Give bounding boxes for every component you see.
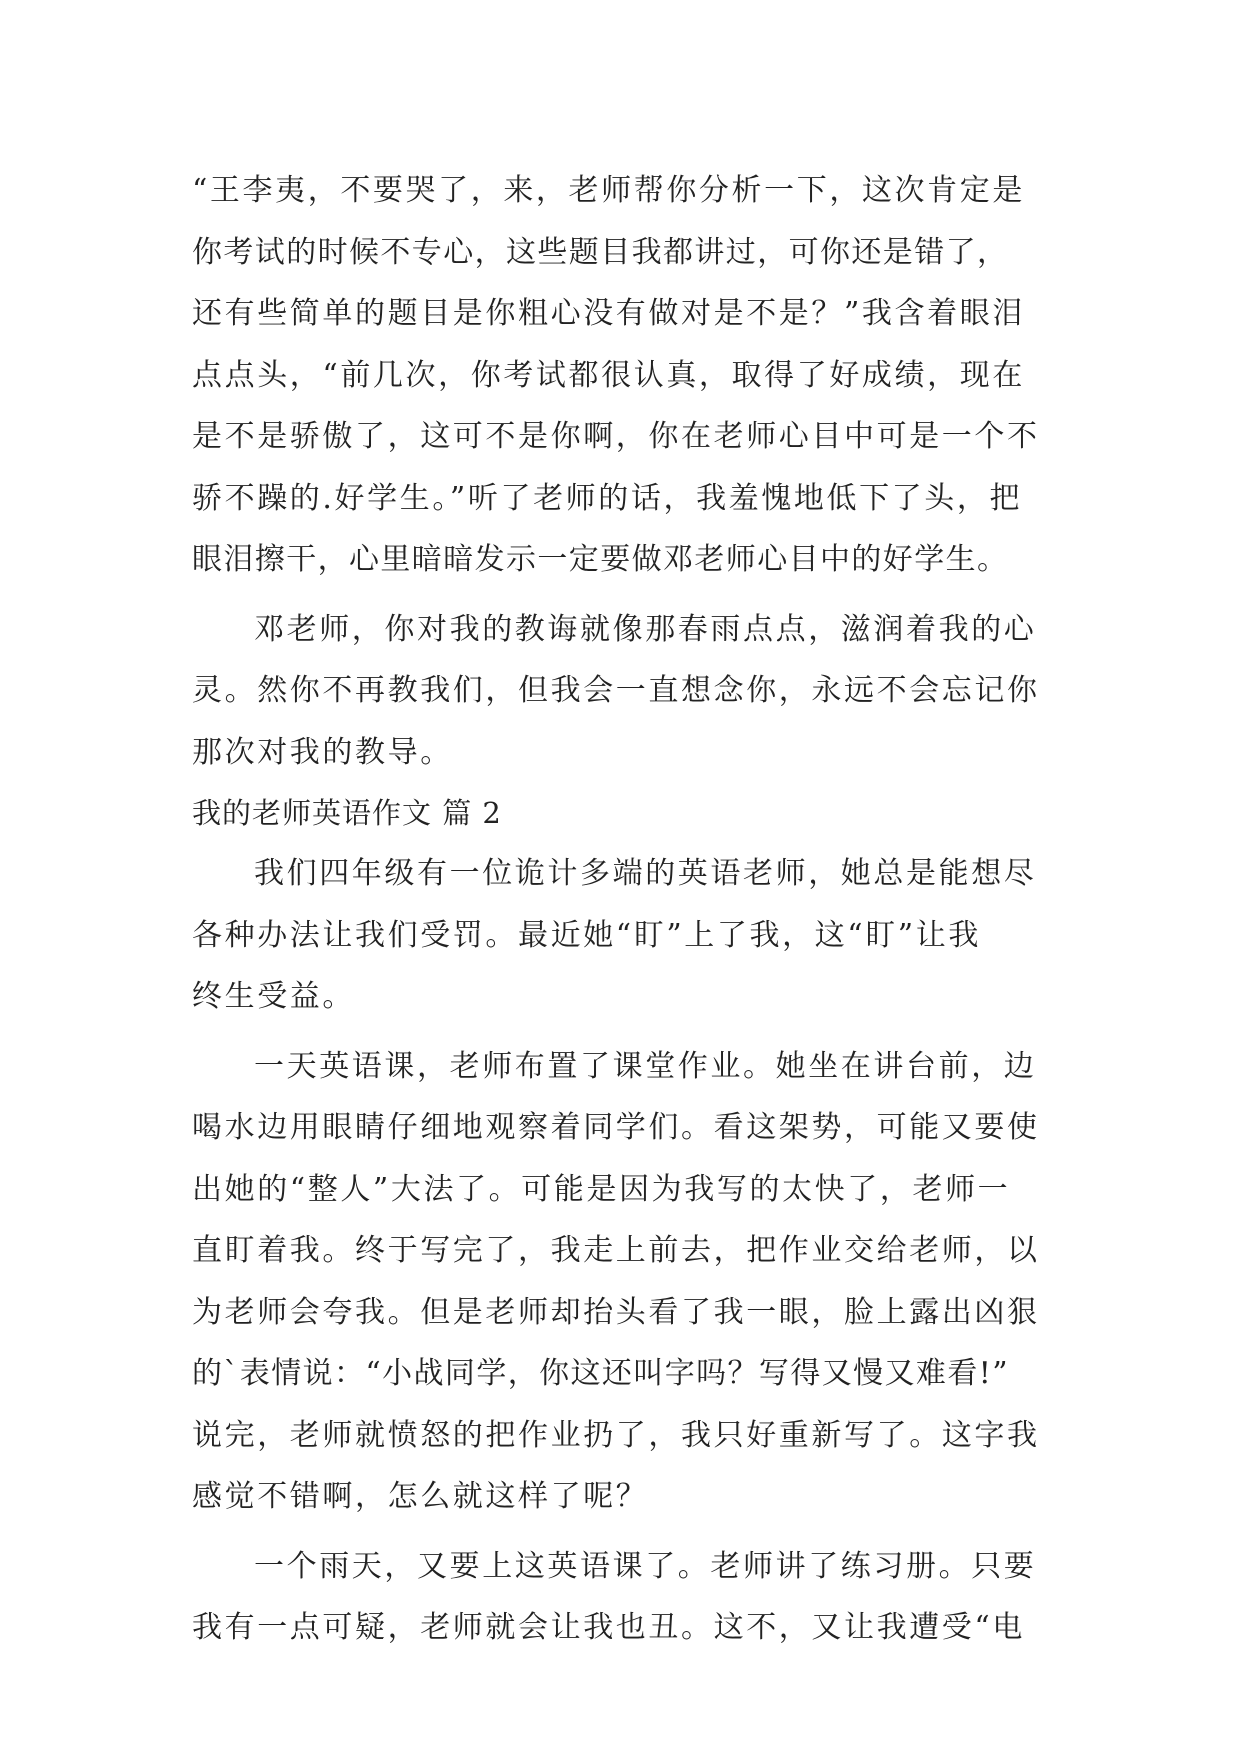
text-line: 的`表情说：“小战同学，你这还叫字吗？写得又慢又难看!”	[192, 1356, 1009, 1391]
text-line: 喝水边用眼睛仔细地观察着同学们。看这架势，可能又要使	[192, 1110, 1040, 1145]
text-line: 你考试的时候不专心，这些题目我都讲过，可你还是错了，	[192, 234, 1009, 270]
text-line: 还有些简单的题目是你粗心没有做对是不是？”我含着眼泪	[192, 296, 1025, 331]
text-line: 终生受益。	[192, 979, 355, 1014]
paragraph-conclusion	[192, 599, 1072, 784]
paragraph-rainy-day	[192, 1536, 1072, 1659]
text-line: 骄不躁的.好学生。”听了老师的话，我羞愧地低下了头，把	[192, 480, 1023, 516]
text-line: 灵。然你不再教我们，但我会一直想念你，永远不会忘记你	[192, 673, 1040, 708]
text-line: 各种办法让我们受罚。最近她“盯”上了我，这“盯”让我	[192, 917, 981, 953]
text-line: 出她的“整人”大法了。可能是因为我写的太快了，老师一	[192, 1171, 1011, 1207]
paragraph-story	[192, 1036, 1072, 1528]
document-body	[192, 160, 1072, 1659]
text-line: 是不是骄傲了，这可不是你啊，你在老师心目中可是一个不	[192, 419, 1040, 454]
paragraph-intro	[192, 843, 1072, 1028]
text-line: 我有一点可疑，老师就会让我也丑。这不，又让我遭受“电	[192, 1610, 1025, 1645]
text-line: 感觉不错啊，怎么就这样了呢？	[192, 1479, 649, 1514]
text-line: 说完，老师就愤怒的把作业扔了，我只好重新写了。这字我	[192, 1417, 1040, 1453]
text-line: 一个雨天，又要上这英语课了。老师讲了练习册。只要	[254, 1548, 1037, 1584]
text-line: “王李夷，不要哭了，来，老师帮你分析一下，这次肯定是	[192, 173, 1025, 208]
section-title: 我的老师英语作文 篇 2	[192, 796, 502, 830]
text-line: 一天英语课，老师布置了课堂作业。她坐在讲台前，边	[254, 1048, 1037, 1084]
text-line: 邓老师，你对我的教诲就像那春雨点点，滋润着我的心	[254, 611, 1037, 647]
text-line: 那次对我的教导。	[192, 734, 453, 770]
paragraph-dialogue	[192, 160, 1072, 591]
text-line: 我们四年级有一位诡计多端的英语老师，她总是能想尽	[254, 856, 1037, 891]
text-line: 眼泪擦干，心里暗暗发示一定要做邓老师心目中的好学生。	[192, 542, 1009, 577]
text-line: 为老师会夸我。但是老师却抬头看了我一眼，脸上露出凶狠	[192, 1294, 1040, 1330]
text-line: 点点头，“前几次，你考试都很认真，取得了好成绩，现在	[192, 357, 1025, 393]
text-line: 直盯着我。终于写完了，我走上前去，把作业交给老师，以	[192, 1233, 1040, 1268]
